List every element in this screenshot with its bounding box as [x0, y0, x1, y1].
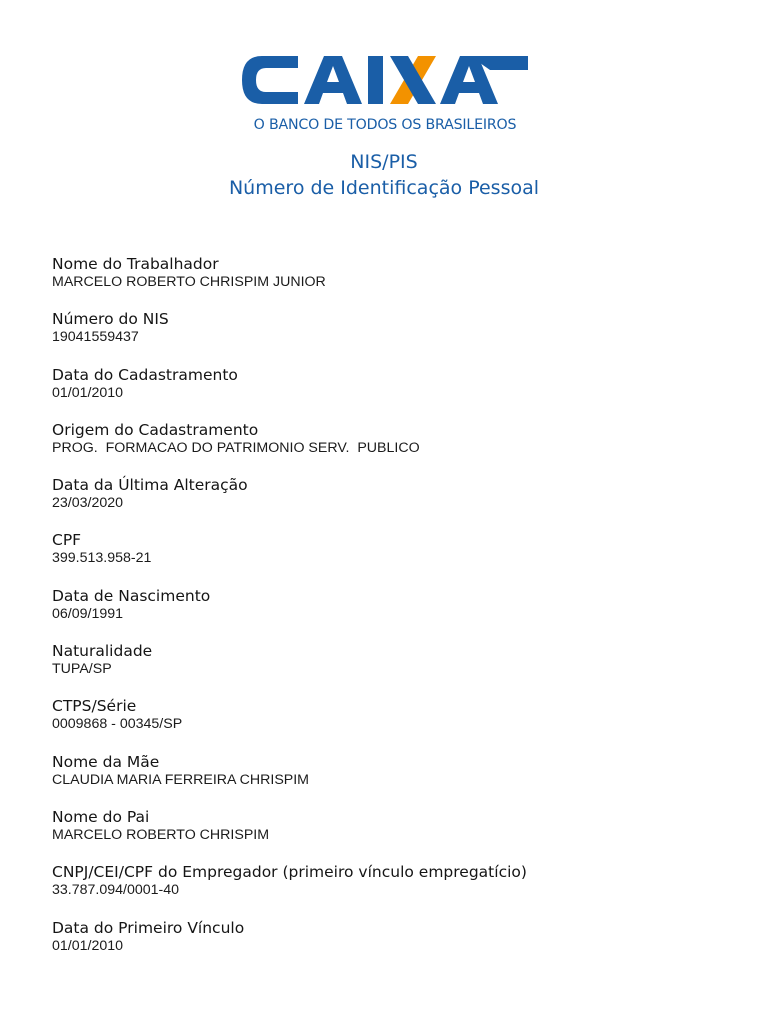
field-label: CNPJ/CEI/CPF do Empregador (primeiro vínculo empregatício)	[52, 863, 527, 882]
field-cpf	[52, 530, 752, 585]
field-label: Número do NIS	[52, 310, 169, 329]
field-label: Data do Primeiro Vínculo	[52, 918, 245, 937]
field-data-nascimento	[52, 586, 752, 641]
field-nome-mae	[52, 752, 752, 807]
field-label: Naturalidade	[52, 642, 153, 661]
field-value: 06/09/1991	[52, 605, 124, 622]
field-cnpj-empregador	[52, 862, 752, 917]
worker-info-list	[52, 254, 752, 973]
field-value: 01/01/2010	[52, 937, 124, 954]
field-label: Data da Última Alteração	[52, 476, 248, 495]
field-data-cadastramento	[52, 365, 752, 420]
field-nome-trabalhador	[52, 254, 752, 309]
document-subtitle: Número de Identificação Pessoal	[228, 177, 540, 199]
field-label: Nome da Mãe	[52, 752, 160, 771]
field-naturalidade	[52, 641, 752, 696]
caixa-logo-mark	[240, 48, 530, 112]
field-value: 399.513.958-21	[52, 550, 152, 567]
field-value: 19041559437	[52, 329, 139, 346]
field-label: Data de Nascimento	[52, 586, 211, 605]
field-primeiro-vinculo	[52, 918, 752, 973]
field-label: CPF	[52, 531, 82, 550]
field-label: Nome do Pai	[52, 807, 150, 826]
document-title: NIS/PIS	[350, 151, 418, 173]
brand-tagline: O BANCO DE TODOS OS BRASILEIROS	[253, 117, 517, 133]
field-value: MARCELO ROBERTO CHRISPIM JUNIOR	[52, 274, 326, 290]
field-numero-nis	[52, 309, 752, 364]
field-value: 33.787.094/0001-40	[52, 882, 180, 899]
field-label: CTPS/Série	[52, 697, 137, 716]
field-value: MARCELO ROBERTO CHRISPIM	[52, 826, 270, 843]
field-value: PROG. FORMACAO DO PATRIMONIO SERV. PUBLICO	[52, 439, 420, 456]
field-label: Origem do Cadastramento	[52, 420, 259, 439]
field-value: TUPA/SP	[52, 661, 112, 678]
field-value: CLAUDIA MARIA FERREIRA CHRISPIM	[52, 771, 310, 788]
field-label: Nome do Trabalhador	[52, 255, 219, 273]
field-value: 23/03/2020	[52, 495, 124, 512]
field-value: 01/01/2010	[52, 384, 124, 401]
field-origem-cadastramento	[52, 420, 752, 475]
field-nome-pai	[52, 807, 752, 862]
field-value: 0009868 - 00345/SP	[52, 716, 183, 733]
field-label: Data do Cadastramento	[52, 365, 238, 384]
field-ctps-serie	[52, 696, 752, 751]
field-ultima-alteracao	[52, 475, 752, 530]
